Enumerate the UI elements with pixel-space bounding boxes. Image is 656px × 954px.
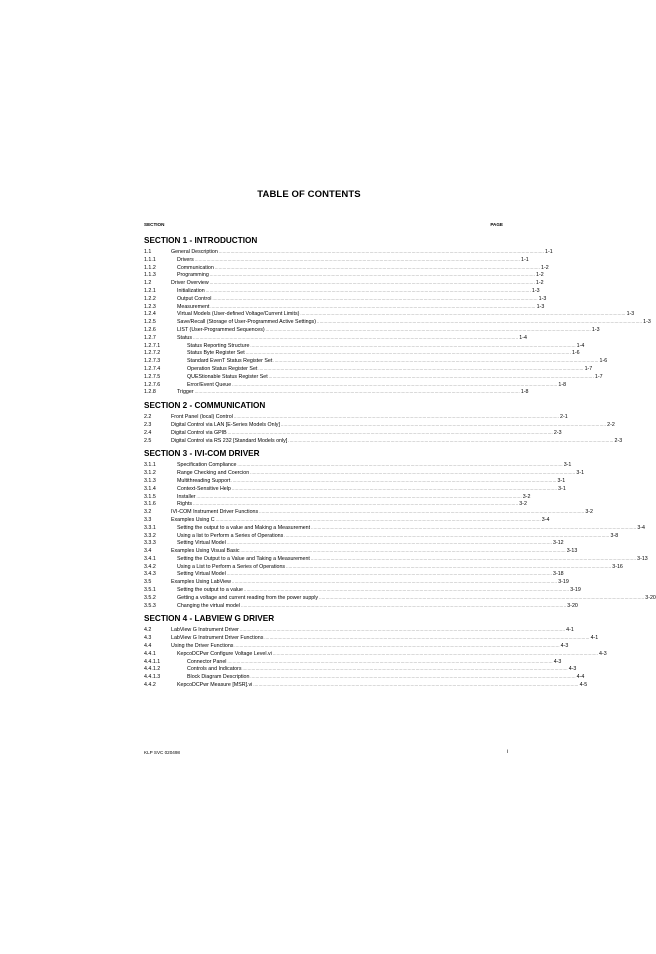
toc-entry-page: 3-19: [558, 579, 569, 586]
toc-entry-page: 1-3: [538, 295, 547, 302]
dot-leader: [227, 570, 552, 578]
toc-entry-page: 1-8: [520, 389, 529, 396]
toc-entry-title: Getting a voltage and current reading from the power supply: [177, 594, 319, 601]
toc-entry-number: 1.1.3: [144, 272, 156, 279]
toc-entry-page: 4-3: [599, 650, 607, 657]
toc-entry-number: 2.3: [144, 421, 152, 428]
toc-entry-page: 3-18: [553, 571, 564, 578]
dot-leader: [210, 303, 535, 311]
footer-page-number: i: [506, 749, 508, 755]
toc-entry-title: Using the Driver Functions: [171, 643, 234, 650]
toc-entry-number: 1.2.4: [144, 311, 156, 318]
toc-entry-title: Virtual Models (User-defined Voltage/Current Limits): [177, 311, 300, 318]
toc-entry-number: 1.2.1: [144, 287, 156, 294]
toc-entry-title: IVI-COM Instrument Driver Functions: [171, 509, 259, 516]
dot-leader: [281, 421, 606, 429]
toc-entry-number: 3.5.1: [144, 587, 156, 594]
toc-entry[interactable]: [144, 626, 574, 634]
toc-entry-title: KepcoDCPwr Configure Voltage Level.vi: [177, 650, 272, 657]
toc-entry-page: 1-4: [576, 342, 585, 349]
toc-entry-title: Measurement: [177, 303, 210, 310]
toc-entry-title: Standard EvenT Status Register Set: [187, 358, 273, 365]
dot-leader: [319, 594, 644, 602]
toc-entry-title: Specification Compliance: [177, 462, 237, 469]
toc-entry-title: Setting the output to a value: [177, 587, 243, 594]
toc-entry[interactable]: [144, 508, 593, 516]
toc-entry[interactable]: [144, 477, 566, 485]
toc-entry-page: 3-8: [610, 532, 619, 539]
toc-entry[interactable]: [144, 287, 540, 295]
toc-entry-page: 4-3: [560, 643, 569, 650]
toc-entry-page: 3-20: [645, 594, 656, 601]
toc-entry[interactable]: [144, 437, 623, 445]
toc-entry-number: 3.1.3: [144, 477, 156, 484]
toc-entry[interactable]: [144, 461, 572, 469]
toc-entry-number: 3.5.3: [144, 602, 156, 609]
toc-entry-number: 4.3: [144, 635, 152, 642]
toc-entry-title: Error/Event Queue: [187, 381, 232, 388]
toc-entry[interactable]: [144, 279, 544, 287]
toc-entry[interactable]: [144, 532, 619, 540]
toc-entry-number: 4.4.1.2: [144, 666, 161, 673]
dot-leader: [195, 256, 520, 264]
section-heading: SECTION 2 - COMMUNICATION: [144, 401, 266, 411]
dot-leader: [266, 326, 591, 334]
toc-entry-title: Save/Recall (Storage of User-Programmed Active Settings): [177, 319, 316, 326]
dot-leader: [240, 626, 565, 634]
toc-entry-page: 1-7: [584, 365, 593, 372]
toc-entry-title: LabView G Instrument Driver Functions: [171, 635, 264, 642]
toc-entry-title: Changing the virtual model: [177, 602, 241, 609]
toc-entry-number: 2.4: [144, 429, 152, 436]
toc-entry-page: 3-4: [541, 516, 550, 523]
dot-leader: [232, 485, 557, 493]
dot-leader: [234, 413, 559, 421]
toc-entry-number: 3.1.6: [144, 501, 156, 508]
dot-leader: [231, 477, 556, 485]
dot-leader: [246, 349, 571, 357]
toc-entry-title: Status: [177, 334, 193, 341]
toc-entry-number: 3.2: [144, 509, 152, 516]
toc-entry[interactable]: [144, 586, 581, 594]
toc-entry[interactable]: [144, 248, 553, 256]
toc-entry[interactable]: [144, 516, 550, 524]
toc-entry-page: 4-4: [576, 674, 585, 681]
toc-entry[interactable]: [144, 673, 585, 681]
toc-entry-page: 1-2: [541, 264, 549, 271]
toc-entry-number: 1.1.2: [144, 264, 156, 271]
toc-entry-title: Communication: [177, 264, 214, 271]
toc-entry-title: Rights: [177, 501, 193, 508]
toc-entry-title: General Description: [171, 249, 218, 255]
toc-entry[interactable]: [144, 365, 593, 373]
toc-entry-title: Block Diagram Description: [187, 674, 250, 681]
toc-entry[interactable]: [144, 547, 578, 555]
toc-entry-number: 3.3.2: [144, 532, 156, 539]
toc-entry-number: 1.1.1: [144, 256, 156, 263]
toc-entry-title: Examples Using C: [171, 516, 215, 523]
toc-entry-number: 4.4.1.1: [144, 658, 161, 665]
toc-entry[interactable]: [144, 357, 608, 365]
toc-entry-page: 3-12: [553, 540, 564, 547]
dot-leader: [273, 650, 598, 658]
toc-entry-page: 1-8: [558, 381, 567, 388]
toc-entry-number: 1.2.3: [144, 303, 156, 310]
toc-entry-title: Operation Status Register Set: [187, 365, 258, 372]
toc-entry-number: 4.4.1: [144, 650, 156, 657]
toc-entry-page: 2-3: [553, 429, 562, 436]
dot-leader: [216, 516, 541, 524]
toc-entry-number: 3.1.5: [144, 493, 156, 500]
dot-leader: [244, 586, 569, 594]
toc-entry-page: 1-3: [643, 319, 651, 326]
toc-entry-page: 4-1: [566, 627, 574, 634]
toc-entry-title: Controls and Indicators: [187, 666, 242, 673]
toc-entry-title: Range Checking and Coercion: [177, 470, 250, 477]
toc-entry[interactable]: [144, 342, 585, 350]
toc-entry-page: 3-1: [576, 470, 585, 477]
toc-entry-number: 1.2.7.5: [144, 373, 161, 380]
toc-entry-title: Drivers: [177, 256, 194, 263]
toc-entry-page: 3-2: [585, 509, 593, 516]
toc-entry-number: 1.2.2: [144, 295, 156, 302]
toc-entry[interactable]: [144, 642, 569, 650]
toc-entry-page: 4-3: [568, 666, 577, 673]
toc-entry-number: 1.2: [144, 280, 152, 287]
dot-leader: [237, 461, 562, 469]
toc-entry-page: 4-3: [553, 658, 562, 665]
toc-entry-title: Setting the Output to a Value and Taking a Measurement: [177, 555, 310, 562]
toc-entry-title: Multithreading Support: [177, 477, 231, 484]
toc-entry[interactable]: [144, 563, 623, 571]
toc-entry-title: KepcoDCPwr Measure [MSR].vi: [177, 682, 253, 689]
dot-leader: [212, 295, 537, 303]
toc-entry[interactable]: [144, 295, 547, 303]
section-heading: SECTION 4 - LABVIEW G DRIVER: [144, 614, 275, 624]
toc-entry-number: 2.5: [144, 437, 152, 444]
toc-entry[interactable]: [144, 485, 566, 493]
toc-entry[interactable]: [144, 493, 531, 501]
toc-entry-title: Using a list to Perform a Series of Operations: [177, 532, 284, 539]
toc-entry-title: Digital Control via RS 232 [Standard Models only]: [171, 437, 288, 444]
dot-leader: [259, 508, 584, 516]
toc-entry-page: 3-1: [557, 477, 566, 484]
toc-entry-title: Examples Using LabView: [171, 579, 231, 586]
toc-entry-page: 3-19: [570, 587, 581, 594]
toc-entry-page: 3-13: [566, 548, 578, 555]
section-heading: SECTION 1 - INTRODUCTION: [144, 236, 258, 245]
dot-leader: [210, 279, 535, 287]
toc-entry[interactable]: [144, 634, 599, 642]
toc-entry-title: Trigger: [177, 389, 194, 396]
toc-entry-title: Setting Virtual Model: [177, 571, 226, 578]
toc-entry-number: 1.1: [144, 249, 152, 255]
toc-entry-title: Digital Control via GPIB: [171, 429, 227, 436]
table-of-contents: [144, 236, 656, 689]
toc-entry[interactable]: [144, 524, 645, 532]
toc-entry-number: 1.2.7.3: [144, 358, 161, 365]
dot-leader: [195, 388, 520, 396]
toc-entry-title: Examples Using Visual Basic: [171, 548, 240, 555]
toc-entry-title: Output Control: [177, 295, 212, 302]
toc-entry-number: 3.4: [144, 548, 152, 555]
toc-entry[interactable]: [144, 650, 607, 658]
toc-entry[interactable]: [144, 326, 600, 334]
footer-doc-id: KLP SVC 020498: [144, 750, 180, 755]
toc-entry-title: Using a List to Perform a Series of Operations: [177, 563, 286, 570]
toc-entry-title: Connector Panel: [187, 658, 227, 665]
dot-leader: [269, 373, 594, 381]
toc-entry[interactable]: [144, 429, 562, 437]
toc-entry-number: 3.4.3: [144, 571, 156, 578]
dot-leader: [264, 634, 589, 642]
toc-entry[interactable]: [144, 500, 527, 508]
section-heading: SECTION 3 - IVI-COM DRIVER: [144, 449, 260, 459]
toc-entry-title: Setting the output to a value and Making a Measurement: [177, 524, 311, 531]
dot-leader: [228, 429, 553, 437]
dot-leader: [232, 578, 557, 586]
page-title: TABLE OF CONTENTS: [257, 189, 361, 200]
toc-entry[interactable]: [144, 310, 635, 318]
toc-entry-number: 3.5.2: [144, 594, 156, 601]
toc-entry-page: 2-3: [614, 437, 623, 444]
toc-entry-number: 3.3.3: [144, 540, 156, 547]
toc-entry[interactable]: [144, 555, 648, 563]
toc-entry-number: 3.1.4: [144, 485, 156, 492]
toc-entry-title: LIST (User-Programmed Sequences): [177, 326, 265, 333]
toc-entry-page: 1-3: [591, 326, 600, 333]
dot-leader: [215, 264, 540, 272]
dot-leader: [273, 357, 598, 365]
dot-leader: [253, 681, 578, 689]
toc-entry-page: 3-2: [519, 501, 527, 508]
toc-entry-page: 1-2: [535, 280, 544, 287]
dot-leader: [219, 248, 544, 256]
toc-entry-title: Front Panel (local) Control: [171, 414, 233, 421]
toc-entry-number: 3.1.2: [144, 470, 156, 477]
toc-entry-title: Setting Virtual Model: [177, 540, 226, 547]
toc-entry-page: 1-7: [594, 373, 603, 380]
toc-entry-title: LabView G Instrument Driver: [171, 627, 239, 634]
toc-entry-title: Context-Sensitive Help: [177, 485, 231, 492]
toc-entry-number: 1.2.7.1: [144, 342, 161, 349]
toc-entry-title: Digital Control via LAN [E-Series Models Only]: [171, 421, 280, 428]
toc-entry[interactable]: [144, 665, 577, 673]
dot-leader: [250, 469, 575, 477]
dot-leader: [206, 287, 531, 295]
toc-entry-number: 3.4.2: [144, 563, 156, 570]
toc-entry-number: 1.2.7.2: [144, 350, 161, 357]
dot-leader: [242, 665, 567, 673]
toc-entry-page: 1-1: [545, 249, 553, 255]
dot-leader: [241, 602, 566, 610]
dot-leader: [284, 532, 609, 540]
toc-entry-page: 3-2: [522, 493, 531, 500]
toc-entry-title: QUEStionable Status Register Set: [187, 373, 268, 380]
dot-leader: [288, 437, 613, 445]
toc-entry-number: 4.2: [144, 627, 152, 634]
toc-entry[interactable]: [144, 413, 568, 421]
toc-entry[interactable]: [144, 264, 549, 272]
dot-leader: [258, 365, 583, 373]
toc-entry-number: 4.4.2: [144, 682, 156, 689]
toc-entry-page: 1-4: [519, 334, 527, 341]
toc-entry-page: 4-1: [590, 635, 599, 642]
toc-entry[interactable]: [144, 570, 564, 578]
column-header-page: PAGE: [490, 222, 503, 227]
toc-entry-page: 2-1: [560, 414, 568, 421]
dot-leader: [311, 555, 636, 563]
toc-entry[interactable]: [144, 349, 580, 357]
toc-entry-number: 4.4.1.3: [144, 674, 161, 681]
toc-entry[interactable]: [144, 381, 567, 389]
toc-entry[interactable]: [144, 578, 569, 586]
dot-leader: [197, 493, 522, 501]
toc-entry-page: 3-16: [612, 563, 623, 570]
toc-entry-title: Status Byte Register Set: [187, 350, 245, 357]
toc-entry-title: Status Reporting Structure: [187, 342, 250, 349]
column-header-section: SECTION: [144, 222, 165, 227]
dot-leader: [286, 563, 611, 571]
toc-entry-number: 3.3.1: [144, 524, 156, 531]
toc-entry[interactable]: [144, 271, 544, 279]
dot-leader: [232, 381, 557, 389]
toc-entry[interactable]: [144, 388, 529, 396]
toc-entry-number: 3.5: [144, 579, 152, 586]
toc-entry[interactable]: [144, 594, 656, 602]
toc-entry-number: 1.2.7.6: [144, 381, 161, 388]
toc-entry-title: Programming: [177, 272, 209, 279]
toc-entry-title: Initialization: [177, 287, 205, 294]
dot-leader: [311, 524, 636, 532]
dot-leader: [210, 271, 535, 279]
toc-entry-page: 1-3: [531, 287, 540, 294]
toc-entry[interactable]: [144, 658, 562, 666]
toc-entry-page: 3-20: [567, 602, 578, 609]
toc-entry-number: 2.2: [144, 414, 152, 421]
toc-entry-number: 3.4.1: [144, 555, 156, 562]
toc-entry-page: 3-13: [637, 555, 648, 562]
toc-entry[interactable]: [144, 602, 578, 610]
dot-leader: [193, 334, 518, 342]
dot-leader: [241, 547, 566, 555]
toc-entry-number: 1.2.5: [144, 319, 156, 326]
toc-entry-number: 1.2.6: [144, 326, 156, 333]
toc-entry-number: 3.3: [144, 516, 152, 523]
dot-leader: [250, 342, 575, 350]
toc-entry-number: 1.2.7: [144, 334, 156, 341]
toc-entry-number: 1.2.8: [144, 389, 156, 396]
toc-entry-page: 3-1: [563, 462, 572, 469]
toc-entry-page: 1-2: [536, 272, 544, 279]
dot-leader: [193, 500, 518, 508]
toc-entry-page: 2-2: [607, 421, 615, 428]
toc-entry[interactable]: [144, 681, 588, 689]
toc-entry-number: 3.1.1: [144, 462, 156, 469]
toc-entry[interactable]: [144, 256, 529, 264]
dot-leader: [300, 310, 625, 318]
toc-entry-page: 1-1: [521, 256, 529, 263]
toc-entry[interactable]: [144, 373, 603, 381]
toc-entry-page: 1-3: [626, 311, 635, 318]
toc-entry[interactable]: [144, 318, 651, 326]
toc-entry-page: 3-4: [637, 524, 645, 531]
toc-entry-title: Installer: [177, 493, 196, 500]
toc-entry-title: Driver Overview: [171, 280, 209, 287]
dot-leader: [317, 318, 642, 326]
toc-entry[interactable]: [144, 303, 545, 311]
dot-leader: [227, 539, 552, 547]
toc-entry[interactable]: [144, 469, 585, 477]
toc-entry[interactable]: [144, 421, 615, 429]
dot-leader: [234, 642, 559, 650]
toc-entry-page: 1-6: [599, 358, 608, 365]
toc-entry[interactable]: [144, 539, 564, 547]
toc-entry-page: 1-3: [536, 303, 545, 310]
toc-entry-page: 3-1: [558, 485, 566, 492]
dot-leader: [227, 658, 552, 666]
dot-leader: [250, 673, 575, 681]
toc-entry-page: 1-6: [571, 350, 580, 357]
toc-entry[interactable]: [144, 334, 527, 342]
toc-entry-number: 4.4: [144, 643, 152, 650]
toc-entry-number: 1.2.7.4: [144, 365, 161, 372]
toc-entry-page: 4-5: [579, 682, 588, 689]
